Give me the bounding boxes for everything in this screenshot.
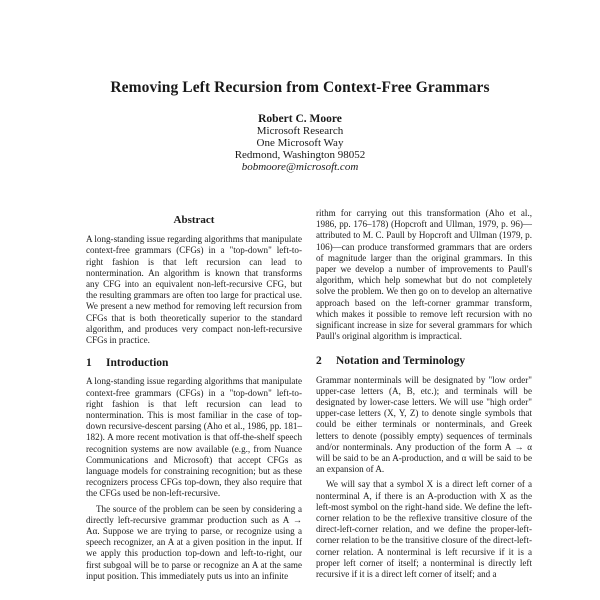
abstract-body (86, 234, 302, 346)
paragraph: A long-standing issue regarding algorithms that manipulate context-free grammars (CFGs) in a "top-down" left-to-right fashion is that left recursion can lead to nontermination. This is most familiar in the case of top-down recursive-descent parsing (Aho et al., 1986, pp. 181–182). A more recent motivation is that off-the-shelf speech recognition systems are now available (e.g., from Nuance Communications and Microsoft) that accept CFGs as language models for constraining recognition; but as these recognizers process CFGs top-down, they also require that the CFGs used be non-left-recursive. (86, 376, 302, 499)
section-heading (316, 356, 532, 367)
section-heading (86, 358, 302, 369)
paragraph-continuation: rithm for carrying out this transformation (Aho et al., 1986, pp. 176–178) (Hopcroft and Ullman, 1979, p. 96)—attributed to M. C. Paull by Hopcroft and Ullman (1979, p. 106)—can produce transformed grammars that are orders of magnitude larger than the original grammars. In this paper we develop a number of improvements to Paull's algorithm, which help somewhat but do not completely solve the problem. We then go on to develop an alternative approach based on the left-corner grammar transform, which makes it possible to remove left recursion with no significant increase in size for several grammars for which Paull's original algorithm is impractical. (316, 208, 532, 342)
author-block (0, 113, 600, 173)
section-title: Introduction (106, 357, 169, 370)
affiliation-line: One Microsoft Way (256, 137, 344, 149)
paragraph: We will say that a symbol X is a direct left corner of a nonterminal A, if there is an A-production with X as the left-most symbol on the right-hand side. We define the left-corner relation to be the reflexive transitive closure of the direct-left-corner relation, and we define the proper-left-corner relation to be the transitive closure of the direct-left-corner relation. A nonterminal is left recursive if it is a proper left corner of itself; a nonterminal is directly left recursive if it is a direct left corner of itself; and a (316, 479, 532, 580)
section-title: Notation and Terminology (336, 355, 466, 368)
author-email[interactable]: bobmoore@microsoft.com (241, 161, 359, 173)
right-column (316, 208, 532, 580)
abstract-heading: Abstract (173, 214, 215, 226)
section-number: 2 (316, 355, 322, 368)
section-number: 1 (86, 357, 92, 370)
paper-title: Removing Left Recursion from Context-Free Grammars (110, 79, 490, 96)
left-column (86, 215, 302, 582)
section-notation (316, 356, 532, 580)
affiliation-line: Redmond, Washington 98052 (234, 149, 366, 161)
paragraph: The source of the problem can be seen by considering a directly left-recursive grammar production such as A → Aα. Suppose we are trying to parse, or recognize using a speech recognizer, an A at a given position in the input. If we apply this production top-down and left-to-right, our first subgoal will be to parse or recognize an A at the same input position. This immediately puts us into an infinite (86, 503, 302, 581)
abstract-text: A long-standing issue regarding algorithms that manipulate context-free grammars (CFGs) in a "top-down" left-to-right fashion is that left recursion can lead to nontermination. An algorithm is known that transforms any CFG into an equivalent non-left-recursive CFG, but the resulting grammars are often too large for practical use. We present a new method for removing left recursion from CFGs that is both theoretically superior to the standard algorithm, and produces very compact non-left-recursive CFGs in practice. (86, 234, 302, 346)
section-introduction (86, 358, 302, 582)
affiliation-line: Microsoft Research (256, 125, 344, 137)
author-name: Robert C. Moore (258, 113, 342, 125)
paragraph: Grammar nonterminals will be designated by "low order" upper-case letters (A, B, etc.); and terminals will be designated by lower-case letters. We will use "high order" upper-case letters (X, Y, Z) to denote single symbols that could be either terminals or nonterminals, and Greek letters to denote (possibly empty) sequences of terminals and/or nonterminals. Any production of the form A → α will be said to be an A-production, and α will be said to be an expansion of A. (316, 374, 532, 475)
